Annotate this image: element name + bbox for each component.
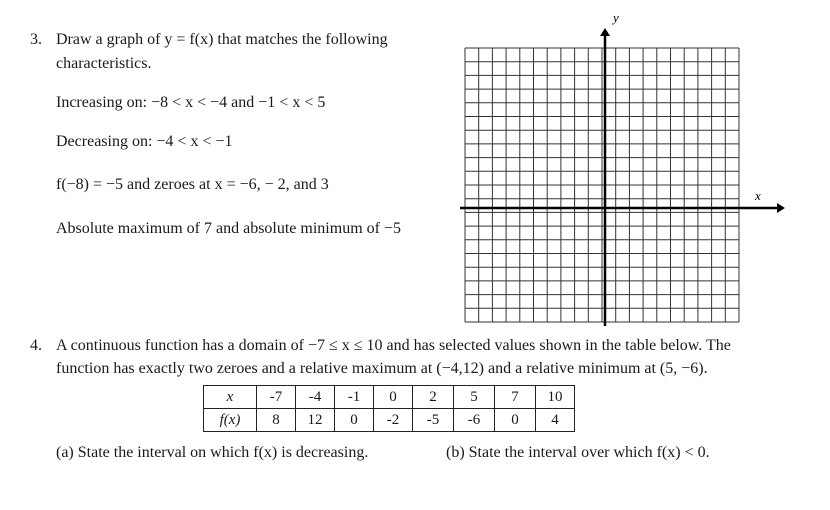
y-axis-arrow bbox=[600, 28, 610, 36]
table-cell-x: 7 bbox=[495, 386, 536, 409]
row-header-fx: f(x) bbox=[204, 409, 257, 432]
table-cell-x: -7 bbox=[257, 386, 296, 409]
row-header-x: x bbox=[204, 386, 257, 409]
values-table bbox=[203, 385, 575, 432]
y-axis-label: y bbox=[613, 10, 619, 25]
table-cell-fx: -2 bbox=[374, 409, 413, 432]
table-cell-fx: -6 bbox=[454, 409, 495, 432]
table-cell-x: 0 bbox=[374, 386, 413, 409]
table-cell-fx: 0 bbox=[495, 409, 536, 432]
grid-lines bbox=[465, 48, 739, 322]
x-axis-arrow bbox=[777, 203, 785, 213]
coordinate-grid bbox=[455, 8, 785, 338]
table-cell-x: 5 bbox=[454, 386, 495, 409]
table-cell-x: -1 bbox=[335, 386, 374, 409]
q3-value-zeroes: f(−8) = −5 and zeroes at x = −6, − 2, and 3 bbox=[56, 176, 329, 193]
table-cell-fx: 4 bbox=[536, 409, 575, 432]
q3-extrema: Absolute maximum of 7 and absolute minimum of −5 bbox=[56, 220, 401, 237]
q4-prompt-line1: A continuous function has a domain of −7 ≤ x ≤ 10 and has selected values shown in the table below. The bbox=[56, 337, 731, 354]
q3-number: 3. bbox=[30, 31, 42, 48]
q3-increasing: Increasing on: −8 < x < −4 and −1 < x < 5 bbox=[56, 94, 326, 111]
table-cell-fx: 12 bbox=[296, 409, 335, 432]
q4-part-a: (a) State the interval on which f(x) is decreasing. bbox=[56, 444, 369, 461]
q4-number: 4. bbox=[30, 337, 42, 354]
q3-prompt-line1: Draw a graph of y = f(x) that matches the following bbox=[56, 31, 388, 48]
table-cell-fx: -5 bbox=[413, 409, 454, 432]
table-cell-x: 10 bbox=[536, 386, 575, 409]
table-cell-x: -4 bbox=[296, 386, 335, 409]
table-cell-fx: 0 bbox=[335, 409, 374, 432]
q4-prompt-line2: function has exactly two zeroes and a relative maximum at (−4,12) and a relative minimum at (5, −6). bbox=[56, 360, 708, 377]
table-row bbox=[204, 386, 575, 409]
x-axis-label: x bbox=[755, 188, 761, 203]
table-cell-fx: 8 bbox=[257, 409, 296, 432]
q3-decreasing: Decreasing on: −4 < x < −1 bbox=[56, 133, 233, 150]
q3-prompt-line2: characteristics. bbox=[56, 55, 152, 72]
table-row bbox=[204, 409, 575, 432]
q4-part-b: (b) State the interval over which f(x) < 0. bbox=[446, 444, 710, 461]
table-cell-x: 2 bbox=[413, 386, 454, 409]
